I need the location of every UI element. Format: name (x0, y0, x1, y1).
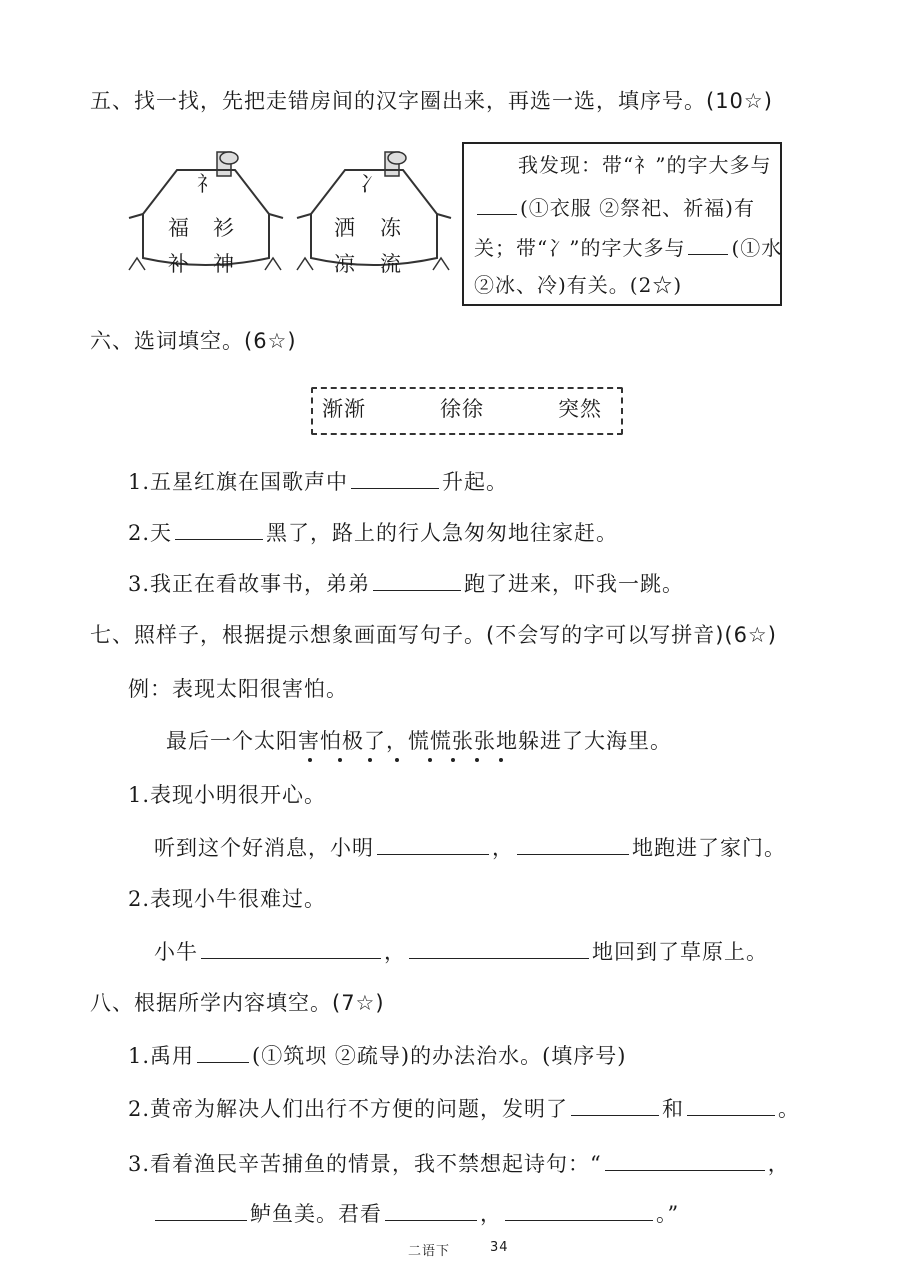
house2-char-2[interactable]: 冻 (380, 216, 401, 240)
s6-q3: 3.我正在看故事书，弟弟 跑了进来，吓我一跳。 (128, 568, 684, 599)
word-bank-word-1: 渐渐 (322, 397, 366, 421)
house2-char-1[interactable]: 洒 (334, 216, 355, 240)
s8-q2: 2.黄帝为解决人们出行不方便的问题，发明了 和 。 (128, 1093, 800, 1124)
house1-roof-radical: 礻 (197, 172, 218, 196)
s8-q3: 3.看着渔民辛苦捕鱼的情景，我不禁想起诗句：“ ， (128, 1148, 790, 1179)
discovery-line-2: (①衣服 ②祭祀、祈福)有 (474, 192, 755, 223)
answer-blank[interactable] (688, 232, 728, 255)
answer-blank[interactable] (505, 1198, 653, 1221)
answer-blank[interactable] (409, 936, 589, 959)
s7-q2-line: 小牛 ， 地回到了草原上。 (154, 936, 768, 967)
answer-blank[interactable] (197, 1040, 249, 1063)
answer-blank[interactable] (351, 466, 439, 489)
word-bank-word-3: 突然 (558, 397, 602, 421)
s7-q1-title: 1.表现小明很开心。 (128, 783, 327, 807)
answer-blank[interactable] (477, 192, 517, 215)
s6-q1: 1.五星红旗在国歌声中 升起。 (128, 466, 508, 497)
section5-title: 五、找一找，先把走错房间的汉字圈出来，再选一选，填序号。(10☆) (90, 89, 773, 113)
answer-blank[interactable] (377, 832, 489, 855)
discovery-line-3: 关；带“冫”的字大多与 (①水 (474, 232, 782, 263)
answer-blank[interactable] (517, 832, 629, 855)
answer-blank[interactable] (373, 568, 461, 591)
discovery-line-4: ②冰、冷)有关。(2☆) (474, 273, 683, 297)
discovery-line-1: 我发现：带“礻”的字大多与 (518, 153, 772, 177)
section7-title: 七、照样子，根据提示想象画面写句子。(不会写的字可以写拼音)(6☆) (90, 623, 777, 647)
house2-roof-radical: 冫 (360, 172, 381, 196)
s7-q2-title: 2.表现小牛很难过。 (128, 887, 327, 911)
answer-blank[interactable] (605, 1148, 765, 1171)
house1-char-3[interactable]: 补 (168, 252, 189, 276)
house1-char-1[interactable]: 福 (168, 216, 189, 240)
section8-title: 八、根据所学内容填空。(7☆) (90, 991, 385, 1015)
answer-blank[interactable] (571, 1093, 659, 1116)
footer-page-number: 34 (490, 1240, 509, 1255)
house1-char-4[interactable]: 神 (213, 252, 234, 276)
answer-blank[interactable] (201, 936, 381, 959)
house1-char-2[interactable]: 衫 (213, 216, 234, 240)
answer-blank[interactable] (175, 517, 263, 540)
house2-char-3[interactable]: 凉 (334, 252, 355, 276)
house2-char-4[interactable]: 流 (380, 252, 401, 276)
s8-q1: 1.禹用 (①筑坝 ②疏导)的办法治水。(填序号) (128, 1040, 627, 1071)
s7-q1-line: 听到这个好消息，小明 ， 地跑进了家门。 (154, 832, 786, 863)
s7-example-label: 例：表现太阳很害怕。 (128, 677, 348, 701)
answer-blank[interactable] (155, 1198, 247, 1221)
s8-q3-cont: 鲈鱼美。君看 ， 。” (152, 1198, 679, 1229)
answer-blank[interactable] (687, 1093, 775, 1116)
answer-blank[interactable] (385, 1198, 477, 1221)
word-bank-word-2: 徐徐 (440, 397, 484, 421)
section6-title: 六、选词填空。(6☆) (90, 329, 297, 353)
footer-grade: 二语下 (408, 1244, 451, 1259)
s7-example-sentence: 最后一个太阳害怕极了，慌慌张张地躲进了大海里。 (166, 729, 672, 753)
s6-q2: 2.天 黑了，路上的行人急匆匆地往家赶。 (128, 517, 618, 548)
